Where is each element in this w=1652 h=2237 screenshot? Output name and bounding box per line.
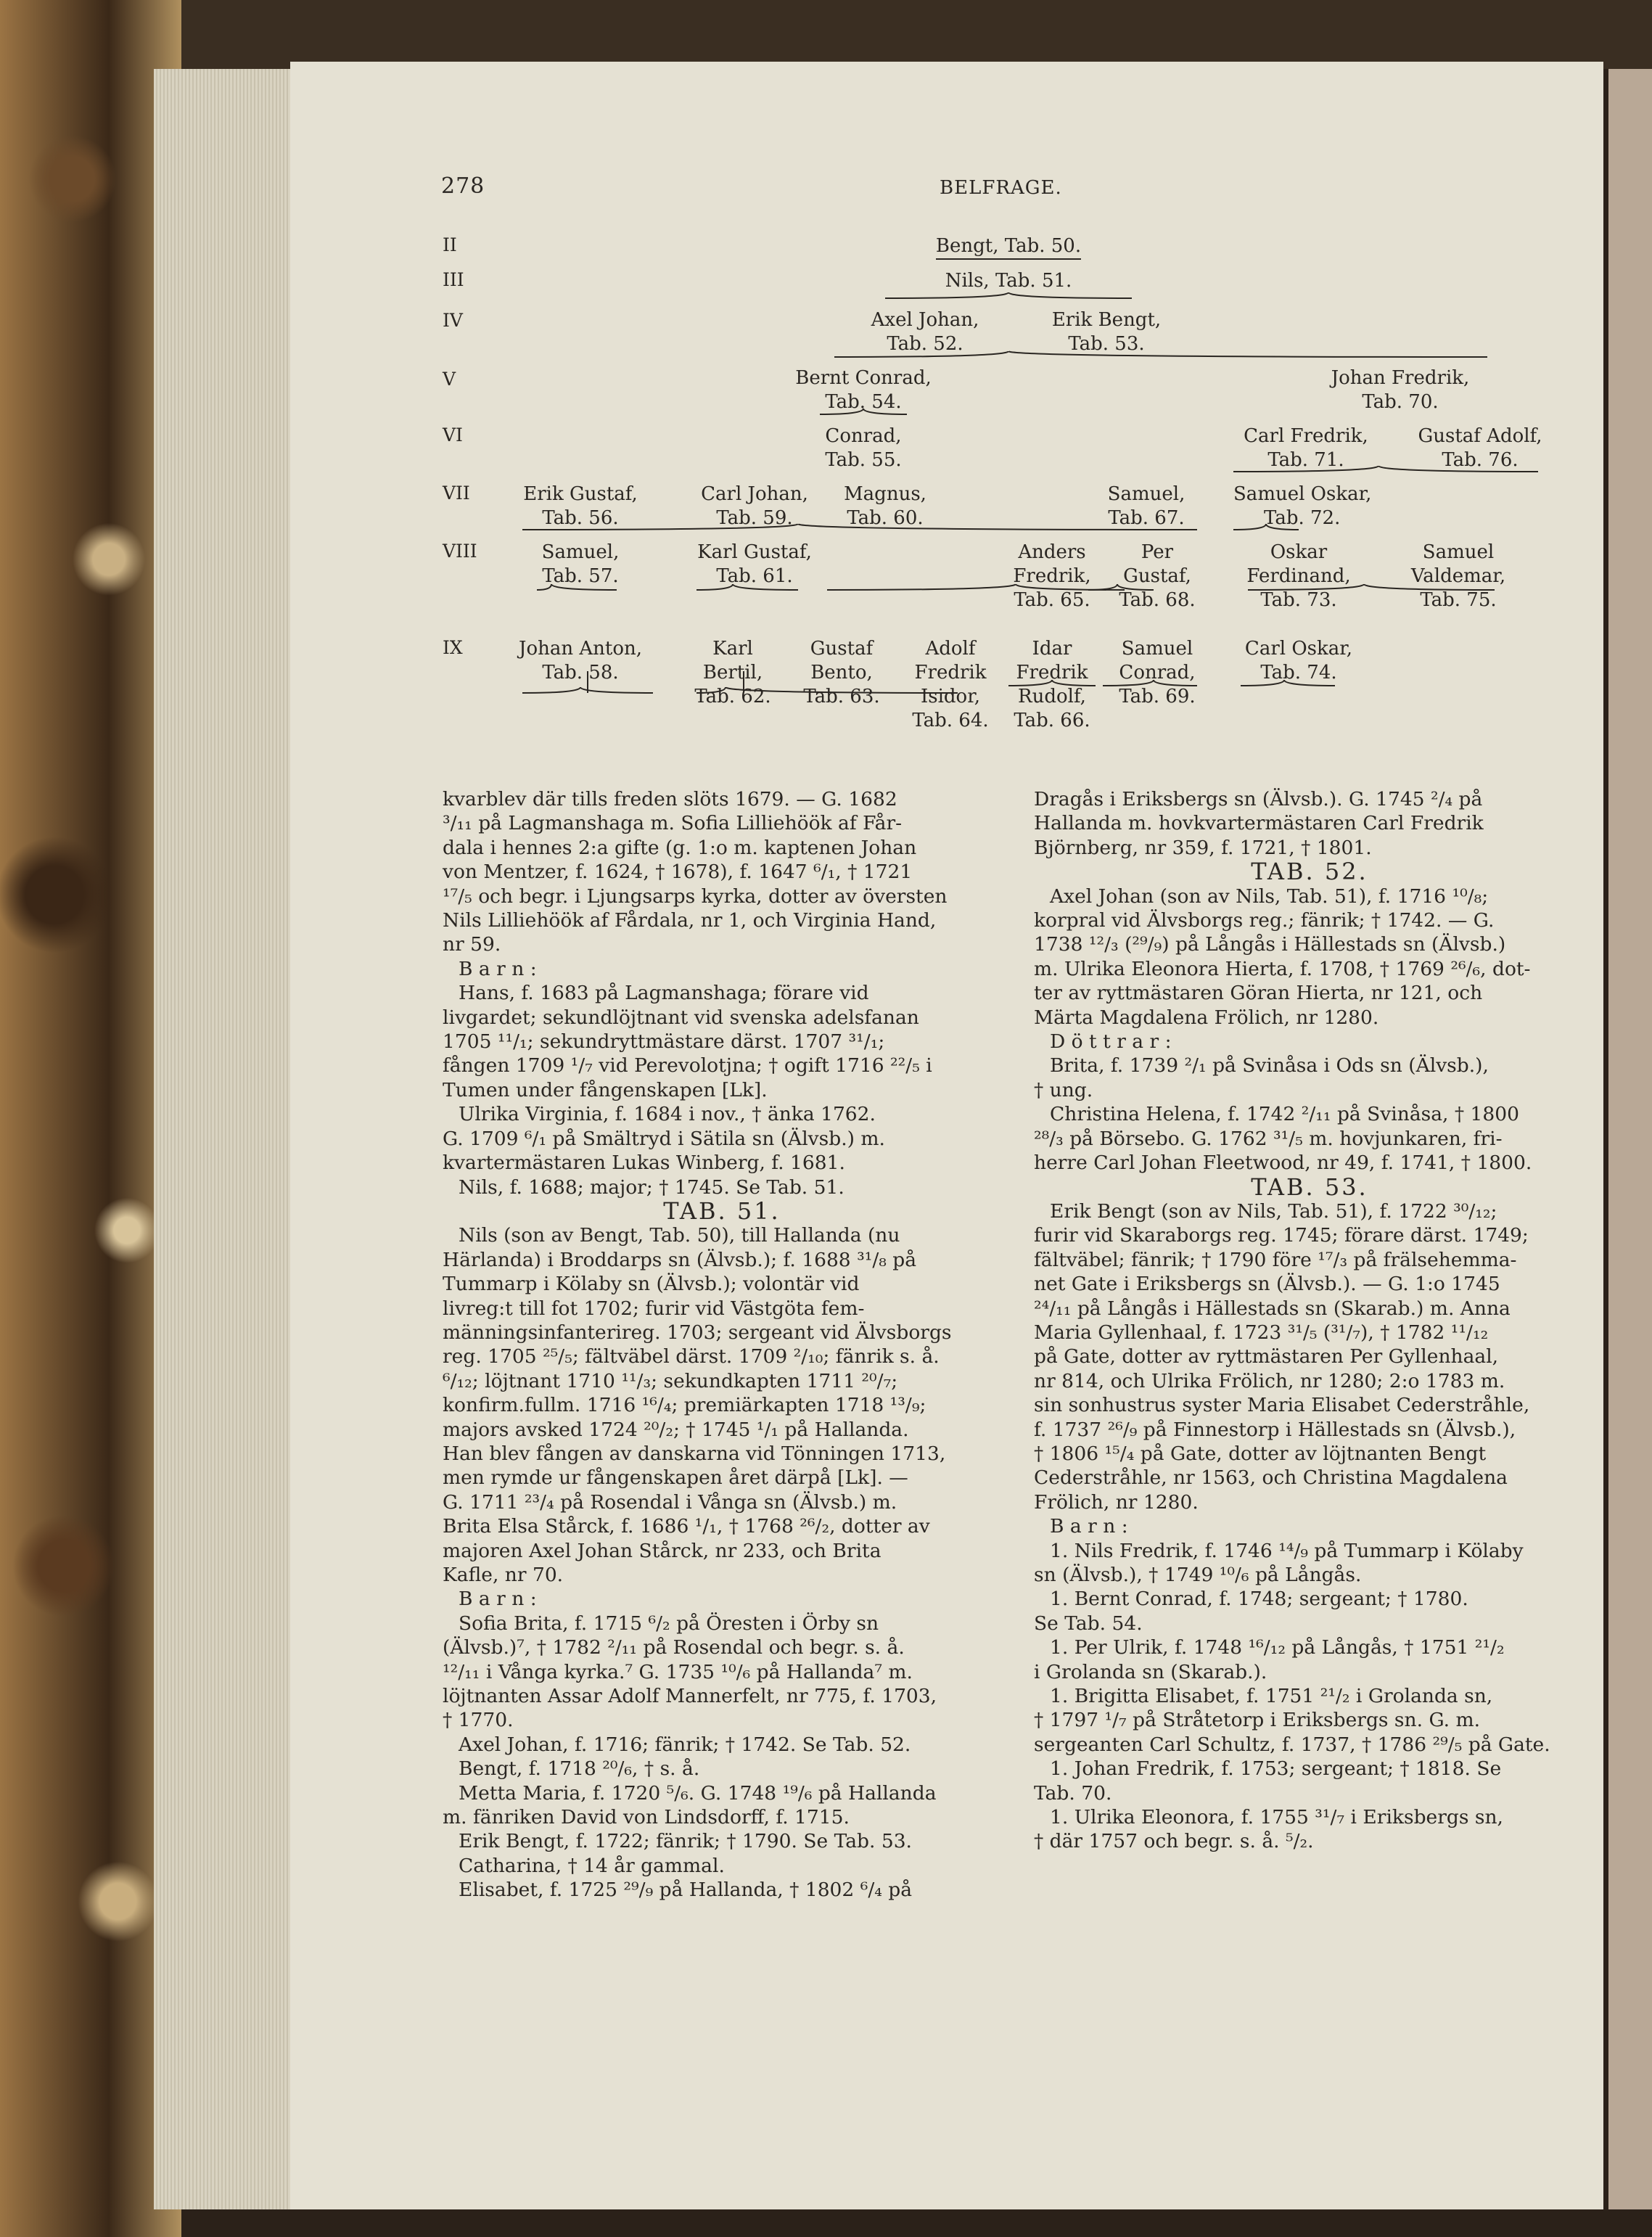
right-edge xyxy=(1608,69,1652,2209)
tree-node: Samuel, Tab. 67. xyxy=(1107,483,1185,529)
tree-node: Erik Gustaf, Tab. 56. xyxy=(523,483,638,529)
generation-label: V xyxy=(443,369,456,390)
tree-node: Per Gustaf, Tab. 68. xyxy=(1119,541,1196,611)
table-heading: TAB. 52. xyxy=(1251,858,1368,886)
tree-node: Adolf Fredrik Isidor, Tab. 64. xyxy=(912,638,989,731)
page-number: 278 xyxy=(441,173,485,199)
tree-node: Nils, Tab. 51. xyxy=(945,270,1072,292)
tree-node: Bengt, Tab. 50. xyxy=(935,235,1082,257)
generation-label: VII xyxy=(443,483,470,504)
running-title: BELFRAGE. xyxy=(940,177,1062,199)
tree-node: Carl Johan, Tab. 59. xyxy=(701,483,808,529)
left-column: kvarblev där tills freden slöts 1679. — G. 1682 ³/₁₁ på Lagmanshaga m. Sofia Lilliehöök af Får- dala i hennes 2:a gifte (g. 1:o m. kaptenen Johan von Mentzer, f. 1624, † 1678), f. 1647 ⁶/₁, † 1721 ¹⁷/₅ och begr. i Ljungsarps kyrka, dotter av översten Nils Lilliehöök af Fårdala, nr 1, och Virginia Hand, nr 59. B a r n : Hans, f. 1683 på Lagmanshaga; förare vid livgardet; sekundlöjtnant vid svenska adelsfanan 1705 ¹¹/₁; sekundryttmästare därst. 1707 ³¹/₁; fången 1709 ¹/₇ vid Perevolotjna; † ogift 1716 ²²/₅ i Tumen under fångenskapen [Lk]. Ulrika Virginia, f. 1684 i nov., † änka 1762. G. 1709 ⁶/₁ på Smältryd i Sätila sn (Älvsb.) m. kvartermästaren Lukas Winberg, f. 1681. Nils, f. 1688; major; † 1745. Se Tab. 51. TAB. 51. Nils (son av Bengt, Tab. 50), till Hallanda (nu Härlanda) i Broddarps sn (Älvsb.); f. 1688 ³¹/₈ på Tummarp i Kölaby sn (Älvsb.); volontär vid livreg:t till fot 1702; furir vid Västgöta fem- männingsinfanterireg. 1703; sergeant vid Älvsborgs reg. 1705 ²⁵/₅; fältväbel därst. 1709 ²/₁₀; fänrik s. å. ⁶/₁₂; löjtnant 1710 ¹¹/₃; sekundkapten 1711 ²⁰/₇; konfirm.fullm. 1716 ¹⁶/₄; premiärkapten 1718 ¹³/₉; majors avsked 1724 ²⁰/₂; † 1745 ¹/₁ på Hallanda. Han blev fången av danskarna vid Tönningen 1713, men rymde ur fångenskapen året därpå [Lk]. — G. 1711 ²³/₄ på Rosendal i Vånga sn (Älvsb.) m. Brita Elsa Stårck, f. 1686 ¹/₁, † 1768 ²⁶/₂, dotter av majoren Axel Johan Stårck, nr 233, och Brita Kafle, nr 70. B a r n : Sofia Brita, f. 1715 ⁶/₂ på Öresten i Örby sn (Älvsb.)⁷, † 1782 ²/₁₁ på Rosendal och begr. s. å. ¹²/₁₁ i Vånga kyrka.⁷ G. 1735 ¹⁰/₆ på Hallanda⁷ m. löjtnanten Assar Adolf Mannerfelt, nr 775, f. 1703, † 1770. Axel Johan, f. 1716; fänrik; † 1742. Se Tab. 52. Bengt, f. 1718 ²⁰/₆, † s. å. Metta Maria, f. 1720 ⁵/₆. G. 1748 ¹⁹/₆ på Hallanda m. fänriken David von Lindsdorff, f. 1715. Erik Bengt, f. 1722; fänrik; † 1790. Se Tab. 53. Catharina, † 14 år gammal. Elisabet, f. 1725 ²⁹/₉ på Hallanda, † 1802 ⁶/₄ på xyxy=(443,787,1001,1903)
generation-label: IV xyxy=(443,310,463,331)
tree-node: Carl Oskar, Tab. 74. xyxy=(1244,638,1353,684)
tree-node: Johan Anton, Tab. 58. xyxy=(519,638,642,684)
page-edges xyxy=(154,69,299,2209)
tree-node: Oskar Ferdinand, Tab. 73. xyxy=(1246,541,1351,611)
tree-node: Bernt Conrad, Tab. 54. xyxy=(795,367,932,413)
generation-label: VI xyxy=(443,424,463,446)
table-heading: TAB. 51. xyxy=(663,1197,781,1225)
right-column: Dragås i Eriksbergs sn (Älvsb.). G. 1745 ²/₄ på Hallanda m. hovkvartermästaren Carl Fredrik Björnberg, nr 359, f. 1721, † 1801. TAB. 52. Axel Johan (son av Nils, Tab. 51), f. 1716 ¹⁰/₈; korpral vid Älvsborgs reg.; fänrik; † 1742. — G. 1738 ¹²/₃ (²⁹/₉) på Långås i Hällestads sn (Älvsb.) m. Ulrika Eleonora Hierta, f. 1708, † 1769 ²⁶/₆, dot- ter av ryttmästaren Göran Hierta, nr 121, och Märta Magdalena Frölich, nr 1280. D ö t t r a r : Brita, f. 1739 ²/₁ på Svinåsa i Ods sn (Älvsb.), † ung. Christina Helena, f. 1742 ²/₁₁ på Svinåsa, † 1800 ²⁸/₃ på Börsebo. G. 1762 ³¹/₅ m. hovjunkaren, fri- herre Carl Johan Fleetwood, nr 49, f. 1741, † 1800. TAB. 53. Erik Bengt (son av Nils, Tab. 51), f. 1722 ³⁰/₁₂; furir vid Skaraborgs reg. 1745; förare därst. 1749; fältväbel; fänrik; † 1790 före ¹⁷/₃ på frälsehemma- net Gate i Eriksbergs sn (Älvsb.). — G. 1:o 1745 ²⁴/₁₁ på Långås i Hällestads sn (Skarab.) m. Anna Maria Gyllenhaal, f. 1723 ³¹/₅ (³¹/₇), † 1782 ¹¹/₁₂ på Gate, dotter av ryttmästaren Per Gyllenhaal, nr 814, och Ulrika Frölich, nr 1280; 2:o 1783 m. sin sonhustrus syster Maria Elisabet Cederstråhle, f. 1737 ²⁶/₉ på Finnestorp i Hällestads sn (Älvsb.), † 1806 ¹⁵/₄ på Gate, dotter av löjtnanten Bengt Cederstråhle, nr 1563, och Christina Magdalena Frölich, nr 1280. B a r n : 1. Nils Fredrik, f. 1746 ¹⁴/₉ på Tummarp i Kölaby sn (Älvsb.), † 1749 ¹⁰/₆ på Långås. 1. Bernt Conrad, f. 1748; sergeant; † 1780. Se Tab. 54. 1. Per Ulrik, f. 1748 ¹⁶/₁₂ på Långås, † 1751 ²¹/₂ i Grolanda sn (Skarab.). 1. Brigitta Elisabet, f. 1751 ²¹/₂ i Grolanda sn, † 1797 ¹/₇ på Stråtetorp i Eriksbergs sn. G. m. sergeanten Carl Schultz, f. 1737, † 1786 ²⁹/₅ på Gate. 1. Johan Fredrik, f. 1753; sergeant; † 1818. Se Tab. 70. 1. Ulrika Eleonora, f. 1755 ³¹/₇ i Eriksbergs sn, † där 1757 och begr. s. å. ⁵/₂. xyxy=(1034,787,1585,1854)
generation-label: III xyxy=(443,269,464,290)
generation-label: IX xyxy=(443,637,463,658)
tree-node: Karl Bertil, Tab. 62. xyxy=(694,638,771,707)
tree-node: Johan Fredrik, Tab. 70. xyxy=(1331,367,1470,413)
tree-connectors xyxy=(290,62,1603,715)
tree-node: Karl Gustaf, Tab. 61. xyxy=(697,541,812,587)
tree-node: Samuel, Tab. 57. xyxy=(541,541,620,587)
generation-label: VIII xyxy=(443,541,477,562)
generation-label: II xyxy=(443,234,457,255)
book-page xyxy=(290,62,1603,2209)
tree-node: Idar Fredrik Rudolf, Tab. 66. xyxy=(1014,638,1090,731)
tree-node: Samuel Oskar, Tab. 72. xyxy=(1233,483,1372,529)
tree-node: Samuel Conrad, Tab. 69. xyxy=(1119,638,1196,707)
tree-node: Gustaf Bento, Tab. 63. xyxy=(803,638,880,707)
tree-node: Carl Fredrik, Tab. 71. xyxy=(1244,425,1368,471)
tree-node: Conrad, Tab. 55. xyxy=(825,425,902,471)
table-heading: TAB. 53. xyxy=(1251,1173,1368,1201)
tree-node: Gustaf Adolf, Tab. 76. xyxy=(1418,425,1542,471)
tree-node: Samuel Valdemar, Tab. 75. xyxy=(1410,541,1506,611)
tree-node: Erik Bengt, Tab. 53. xyxy=(1051,309,1162,355)
scan-background xyxy=(0,0,1652,69)
tree-node: Magnus, Tab. 60. xyxy=(844,483,926,529)
tree-node: Axel Johan, Tab. 52. xyxy=(871,309,979,355)
tree-node: Anders Fredrik, Tab. 65. xyxy=(1013,541,1091,611)
